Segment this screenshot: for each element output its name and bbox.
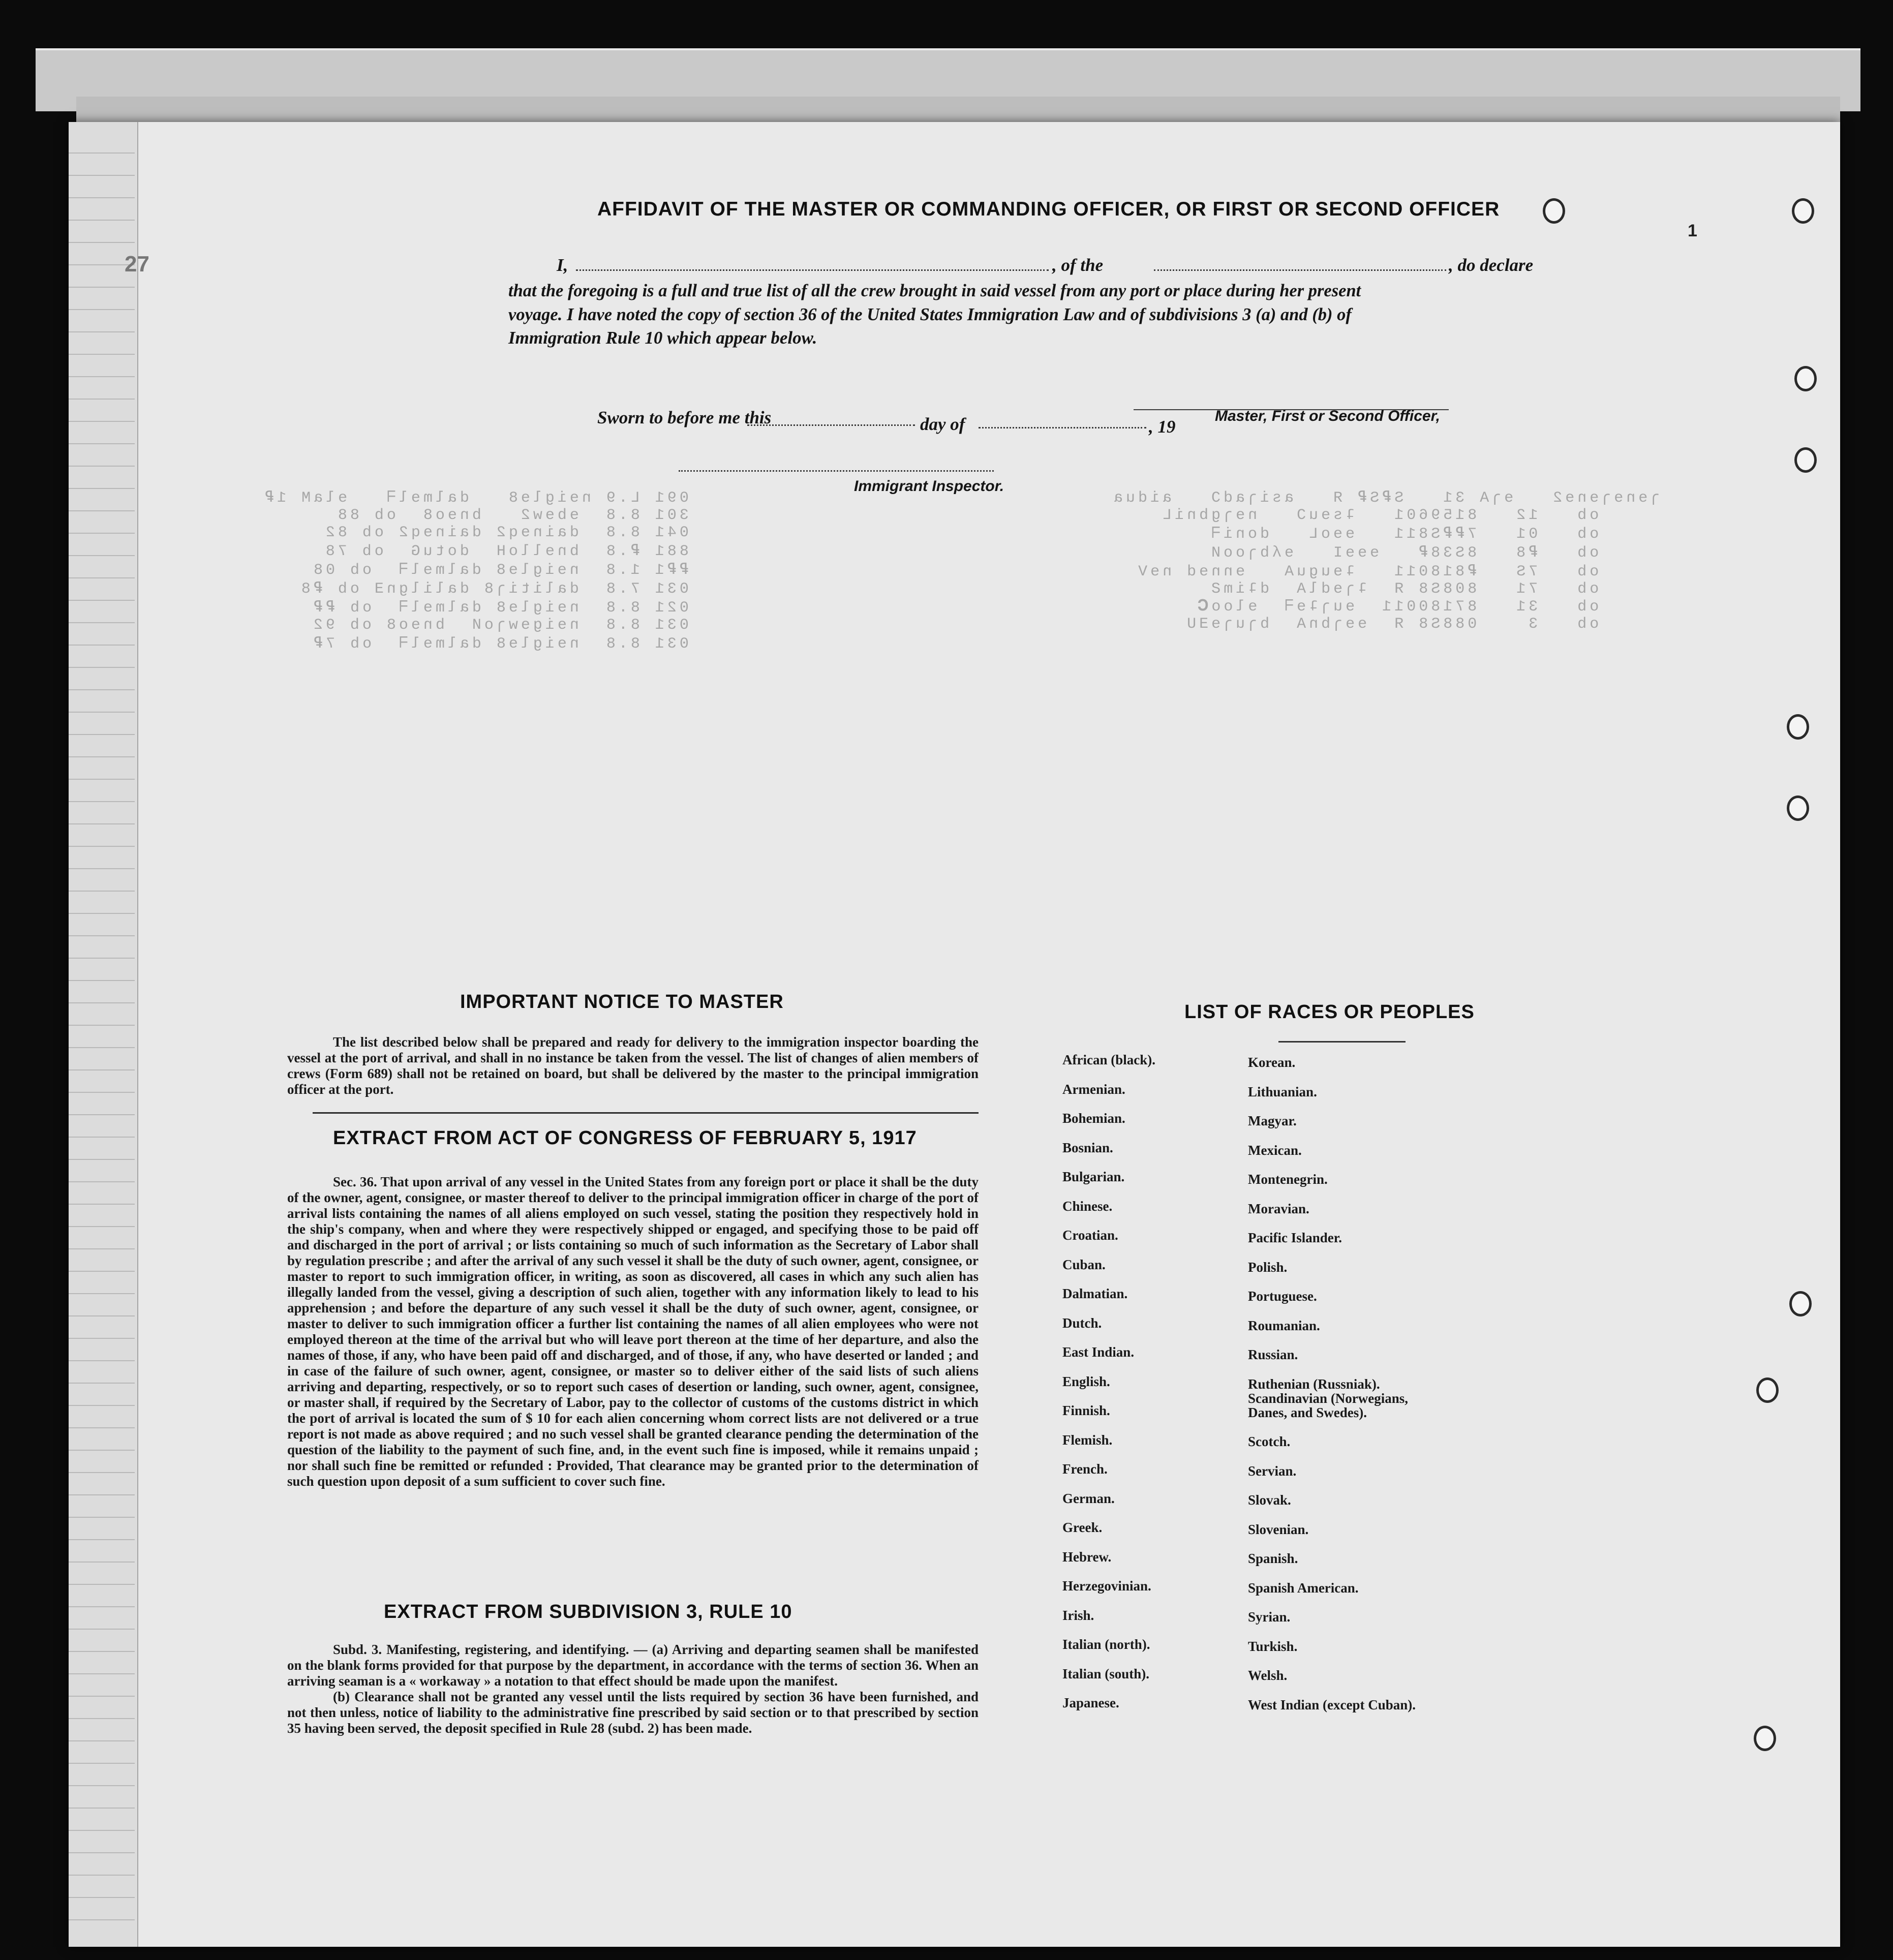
race-entry: Greek.: [1062, 1520, 1103, 1535]
ledger-rule: [69, 891, 135, 892]
ledger-rule: [69, 488, 135, 489]
important-notice-title: IMPORTANT NOTICE TO MASTER: [460, 991, 784, 1013]
ledger-rule: [69, 734, 135, 735]
race-entry: French.: [1062, 1461, 1108, 1477]
ledger-rule: [69, 980, 135, 981]
ledger-rule: [69, 622, 135, 623]
ledger-rule: [69, 1204, 135, 1205]
important-notice-body: The list described below shall be prepared and ready for delivery to the immigration inspector boarding the vessel at the port of arrival, and shall in no instance be taken from the vessel. The list of changes of alien members of crews (Form 689) shall not be retained on board, but shall be delivered by the master to the principal immigration officer at the port.: [287, 1034, 979, 1097]
race-entry: Roumanian.: [1248, 1318, 1320, 1333]
ledger-rule: [69, 1830, 135, 1831]
races-title: LIST OF RACES OR PEOPLES: [1184, 1001, 1475, 1023]
race-entry: Italian (south).: [1062, 1666, 1150, 1681]
punch-hole: [1792, 198, 1814, 224]
race-entry: African (black).: [1062, 1052, 1155, 1067]
ledger-rule: [69, 600, 135, 601]
ledger-rule: [69, 1315, 135, 1316]
sworn-month-line[interactable]: [979, 427, 1146, 428]
race-entry: Italian (north).: [1062, 1637, 1150, 1652]
ledger-rule: [69, 1897, 135, 1898]
affidavit-declare: , do declare: [1449, 255, 1534, 275]
ledger-rule: [69, 510, 135, 511]
race-entry: Slovak.: [1248, 1492, 1291, 1508]
manifest-page: [69, 122, 1840, 1947]
race-entry: Welsh.: [1248, 1668, 1288, 1683]
race-entry: Slovenian.: [1248, 1521, 1309, 1537]
vessel-name-line[interactable]: [1154, 269, 1446, 271]
race-entry: Bosnian.: [1062, 1140, 1113, 1155]
race-entry: Korean.: [1248, 1055, 1296, 1070]
ledger-rule: [69, 331, 135, 332]
ledger-rule: [69, 1114, 135, 1115]
race-entry: Moravian.: [1248, 1201, 1309, 1216]
race-entry: German.: [1062, 1490, 1115, 1506]
ledger-rule: [69, 242, 135, 243]
race-entry: Spanish American.: [1248, 1580, 1359, 1596]
ledger-rule: [69, 1047, 135, 1048]
ledger-rule: [69, 1360, 135, 1361]
ledger-rule: [69, 689, 135, 690]
races-left-column: [1062, 1052, 1155, 1725]
ledger-rule: [69, 1181, 135, 1182]
ledger-rule: [69, 1383, 135, 1384]
race-entry: Armenian.: [1062, 1081, 1125, 1097]
ledger-rule: [69, 1494, 135, 1495]
punch-hole: [1789, 1291, 1812, 1316]
race-entry: Pacific Islander.: [1248, 1230, 1342, 1245]
races-right-column: [1248, 1055, 1416, 1726]
ledger-rule: [69, 577, 135, 578]
race-entry: Herzegovinian.: [1062, 1578, 1151, 1594]
bleed-through-left-column: 091 L.9 nɘiglɘ8 dalmɘlᖷ ɘlaM 1₽ 301 8.8 ɘbɘw2 bnɘo8 ob 88 041 8.8 dainɘq2 dainɘq2 ob 82 881 ₽.8 bnɘlloH dotuG ob 78 ₽₽1 1.8 nɘiglɘ8 dalmɘlᖷ ob 08 031 7.8 dalitiɿ8 dalilgnƎ ob ₽8 021 8.8 nɘiglɘ8 dalmɘlᖷ ob ₽₽ 031 8.8 nɘigɘwɿoИ bnɘo8 ob 92 031 8.8 nɘiglɘ8 dalmɘlᖷ ob 7₽: [262, 489, 689, 653]
ledger-rule: [69, 846, 135, 847]
ledger-rule: [69, 1472, 135, 1473]
race-entry: Dutch.: [1062, 1315, 1102, 1331]
master-signature-label: Master, First or Second Officer,: [1215, 408, 1440, 424]
race-entry: Syrian.: [1248, 1609, 1291, 1625]
race-entry: Spanish.: [1248, 1551, 1298, 1566]
race-entry: East Indian.: [1062, 1344, 1135, 1360]
race-entry: Croatian.: [1062, 1228, 1118, 1243]
master-name-line[interactable]: [576, 269, 1049, 271]
ledger-rule: [69, 779, 135, 780]
ledger-rule: [69, 1025, 135, 1026]
ledger-rule: [69, 197, 135, 198]
affidavit-title: AFFIDAVIT OF THE MASTER OR COMMANDING OFFICER, OR FIRST OR SECOND OFFICER: [597, 198, 1500, 220]
ledger-rule: [69, 1808, 135, 1809]
ledger-rule: [69, 1539, 135, 1540]
race-entry: Chinese.: [1062, 1198, 1113, 1214]
ledger-rule: [69, 913, 135, 914]
ledger-rule: [69, 354, 135, 355]
ledger-rule: [69, 309, 135, 310]
ledger-rule: [69, 1740, 135, 1741]
affidavit-text-line-2: that the foregoing is a full and true list of all the crew brought in said vessel from any port or place during her present: [508, 281, 1361, 300]
sworn-day-of: day of: [920, 414, 965, 434]
race-entry: Finnish.: [1062, 1403, 1110, 1418]
race-entry: Scandinavian (Norwegians,: [1248, 1390, 1409, 1406]
ledger-rule: [69, 1226, 135, 1227]
punch-hole: [1794, 366, 1817, 391]
ledger-rule: [69, 868, 135, 869]
sworn-year: , 19: [1149, 417, 1176, 437]
race-entry: English.: [1062, 1373, 1110, 1389]
ledger-rule: [69, 1651, 135, 1652]
ledger-rule: [69, 1137, 135, 1138]
page-number: 1: [1688, 221, 1697, 240]
race-entry: Lithuanian.: [1248, 1084, 1317, 1099]
punch-hole: [1794, 447, 1817, 473]
race-entry: Bulgarian.: [1062, 1169, 1125, 1184]
ledger-rule: [69, 287, 135, 288]
race-entry: Danes, and Swedes).: [1248, 1404, 1367, 1420]
ledger-rule: [69, 1069, 135, 1070]
ledger-rule: [69, 175, 135, 176]
race-entry: Magyar.: [1248, 1113, 1297, 1128]
ledger-rule: [69, 1629, 135, 1630]
extract-act-title: EXTRACT FROM ACT OF CONGRESS OF FEBRUARY 5, 1917: [333, 1127, 917, 1149]
ledger-rule: [69, 376, 135, 377]
race-entry: Russian.: [1248, 1347, 1298, 1362]
extract-rule-title: EXTRACT FROM SUBDIVISION 3, RULE 10: [384, 1601, 792, 1622]
ledger-rule: [69, 421, 135, 422]
ledger-rule: [69, 1092, 135, 1093]
ledger-rule: [69, 1673, 135, 1674]
ledger-rule: [69, 466, 135, 467]
ledger-rule: [69, 1450, 135, 1451]
race-entry: Bohemian.: [1062, 1111, 1125, 1126]
ledger-rule: [69, 1852, 135, 1853]
ledger-rule: [69, 1875, 135, 1876]
race-entry: Servian.: [1248, 1463, 1297, 1479]
ledger-rule: [69, 1584, 135, 1585]
race-entry: Japanese.: [1062, 1695, 1119, 1710]
inspector-signature-line[interactable]: [679, 470, 994, 472]
ledger-rule: [69, 823, 135, 824]
affidavit-of-the: , of the: [1052, 255, 1104, 275]
race-entry: Mexican.: [1248, 1142, 1302, 1158]
divider: [313, 1112, 979, 1114]
inspector-label: Immigrant Inspector.: [854, 478, 1004, 495]
ledger-rule: [69, 667, 135, 668]
race-entry: Turkish.: [1248, 1638, 1298, 1654]
punch-hole: [1754, 1726, 1776, 1751]
race-entry: Montenegrin.: [1248, 1172, 1328, 1187]
ledger-rule: [69, 1763, 135, 1764]
ledger-rule: [69, 1293, 135, 1294]
ledger-rule: [69, 935, 135, 936]
ledger-rule: [69, 1561, 135, 1563]
ledger-rule: [69, 712, 135, 713]
race-entry: Ruthenian (Russniak).: [1248, 1376, 1380, 1392]
bleed-through-right-column: ɿɘnɘɿɘnɘ2 ɘɿA 31 S₽S₽ Я asiɿadƆ aidua ob 12 8159601 ʇsɘuƆ nɘɿgbniL ob 01 7₽₽S811 ɘɘoL doniᖷ ob ₽8 8S38₽ ɘɘɘI ɘʎbɿooИ ob 7S ₽818011 ʇɘuguA ɘnnɘd nɘV ob 71 808S8 Я ʇɿɘdlA dʇimƧ ob 31 87180011 ɘuɿʇɘᖷ ɘloo𝐂 ob 3 088S8 Я ɘɘɿbnA bɿuɿɘƎU: [1111, 489, 1660, 633]
ledger-rule: [69, 1606, 135, 1607]
ledger-rule: [69, 1405, 135, 1406]
affidavit-i: I,: [557, 255, 568, 275]
corner-number: 27: [125, 252, 149, 277]
race-entry: Portuguese.: [1248, 1289, 1317, 1304]
affidavit-text-line-4: Immigration Rule 10 which appear below.: [508, 328, 817, 348]
ledger-rule: [69, 645, 135, 646]
punch-hole: [1543, 198, 1565, 224]
affidavit-text-line-3: voyage. I have noted the copy of section 36 of the United States Immigration Law and of subdivisions 3 (a) and (b) of: [508, 305, 1352, 324]
ledger-rule: [69, 1002, 135, 1003]
ledger-rule: [69, 1718, 135, 1719]
ledger-rule: [69, 443, 135, 444]
ledger-rule: [69, 1248, 135, 1249]
race-entry: Hebrew.: [1062, 1549, 1112, 1565]
ledger-rule: [69, 1338, 135, 1339]
punch-hole: [1787, 714, 1809, 740]
ledger-rule: [69, 1271, 135, 1272]
race-entry: Polish.: [1248, 1259, 1288, 1275]
ledger-rule: [69, 1696, 135, 1697]
ledger-rule: [69, 399, 135, 400]
ledger-rule: [69, 1517, 135, 1518]
race-entry: Flemish.: [1062, 1432, 1113, 1448]
ledger-rule: [69, 152, 135, 154]
extract-act-body: Sec. 36. That upon arrival of any vessel in the United States from any foreign port or place it shall be the duty of the owner, agent, consignee, or master thereof to deliver to the principal immigration officer in charge of the port of arrival lists containing the names of all aliens employed on such vessel, stating the position they respectively hold in the ship's company, when and where they were respectively shipped or engaged, and specifying those to be paid off and discharged in the port of arrival ; or lists containing so much of such information as the Secretary of Labor shall by regulation prescribe ; and after the arrival of any such vessel it shall be the duty of such owner, agent, consignee, or master to report to such immigration officer, in writing, as soon as discovered, all cases in which any such alien has illegally landed from the vessel, giving a description of such alien, together with any information likely to lead to his apprehension ; and before the departure of any such vessel it shall be the duty of such owner, agent, consignee, or master to deliver to such immigration officer a further list containing the names of all alien employees who were not employed thereon at the time of the arrival but who will leave port thereon at the time of her departure, and also the names of those, if any, who have been paid off and discharged, and of those, if any, who have deserted or landed ; and in case of the failure of such owner, agent, consignee, or master so to deliver either of the said lists of such aliens arriving and departing, respectively, or so to report such cases of desertion or landing, such owner, agent, consignee, or master shall, if required by the Secretary of Labor, pay to the collector of customs of the customs district in which the port of arrival is located the sum of $ 10 for each alien concerning whom correct lists are not delivered or a true report is not made as above required ; and no such vessel shall be granted clearance pending the determination of the question of the liability to the payment of such fine, and, in the event such fine is imposed, while it remains unpaid ; nor shall such fine be remitted or refunded : Provided, That clearance may be granted prior to the determination of such question upon deposit of a sum sufficient to cover such fine.: [287, 1174, 979, 1489]
ledger-rule: [69, 220, 135, 221]
race-entry: Dalmatian.: [1062, 1286, 1128, 1301]
ledger-rule: [69, 1785, 135, 1786]
races-title-underline: [1278, 1041, 1406, 1043]
ledger-rule: [69, 958, 135, 959]
punch-hole: [1787, 795, 1809, 821]
ledger-rule: [69, 1427, 135, 1428]
race-entry: Scotch.: [1248, 1434, 1291, 1449]
ledger-rule: [69, 801, 135, 802]
ledger-rule: [69, 1159, 135, 1160]
ledger-rule: [69, 533, 135, 534]
ledger-rule: [69, 756, 135, 757]
sworn-prefix: Sworn to before me this: [597, 408, 772, 427]
race-entry: Cuban.: [1062, 1257, 1106, 1272]
race-entry: West Indian (except Cuban).: [1248, 1697, 1416, 1712]
ledger-rule: [69, 555, 135, 556]
sworn-day-line[interactable]: [747, 424, 915, 426]
race-entry: Irish.: [1062, 1607, 1094, 1623]
punch-hole: [1756, 1377, 1779, 1403]
extract-rule-body: Subd. 3. Manifesting, registering, and identifying. — (a) Arriving and departing seamen shall be manifested on the blank forms provided for that purpose by the department, in accordance with the terms of section 36. When an arriving seaman is a « workaway » a notation to that effect should be made upon the manifest. (b) Clearance shall not be granted any vessel until the lists required by section 36 have been furnished, and not then unless, notice of liability to the administrative fine prescribed by said section or to that prescribed by section 35 having been served, the deposit specified in Rule 28 (subd. 2) has been made.: [287, 1642, 979, 1736]
ledger-rule: [69, 1919, 135, 1920]
